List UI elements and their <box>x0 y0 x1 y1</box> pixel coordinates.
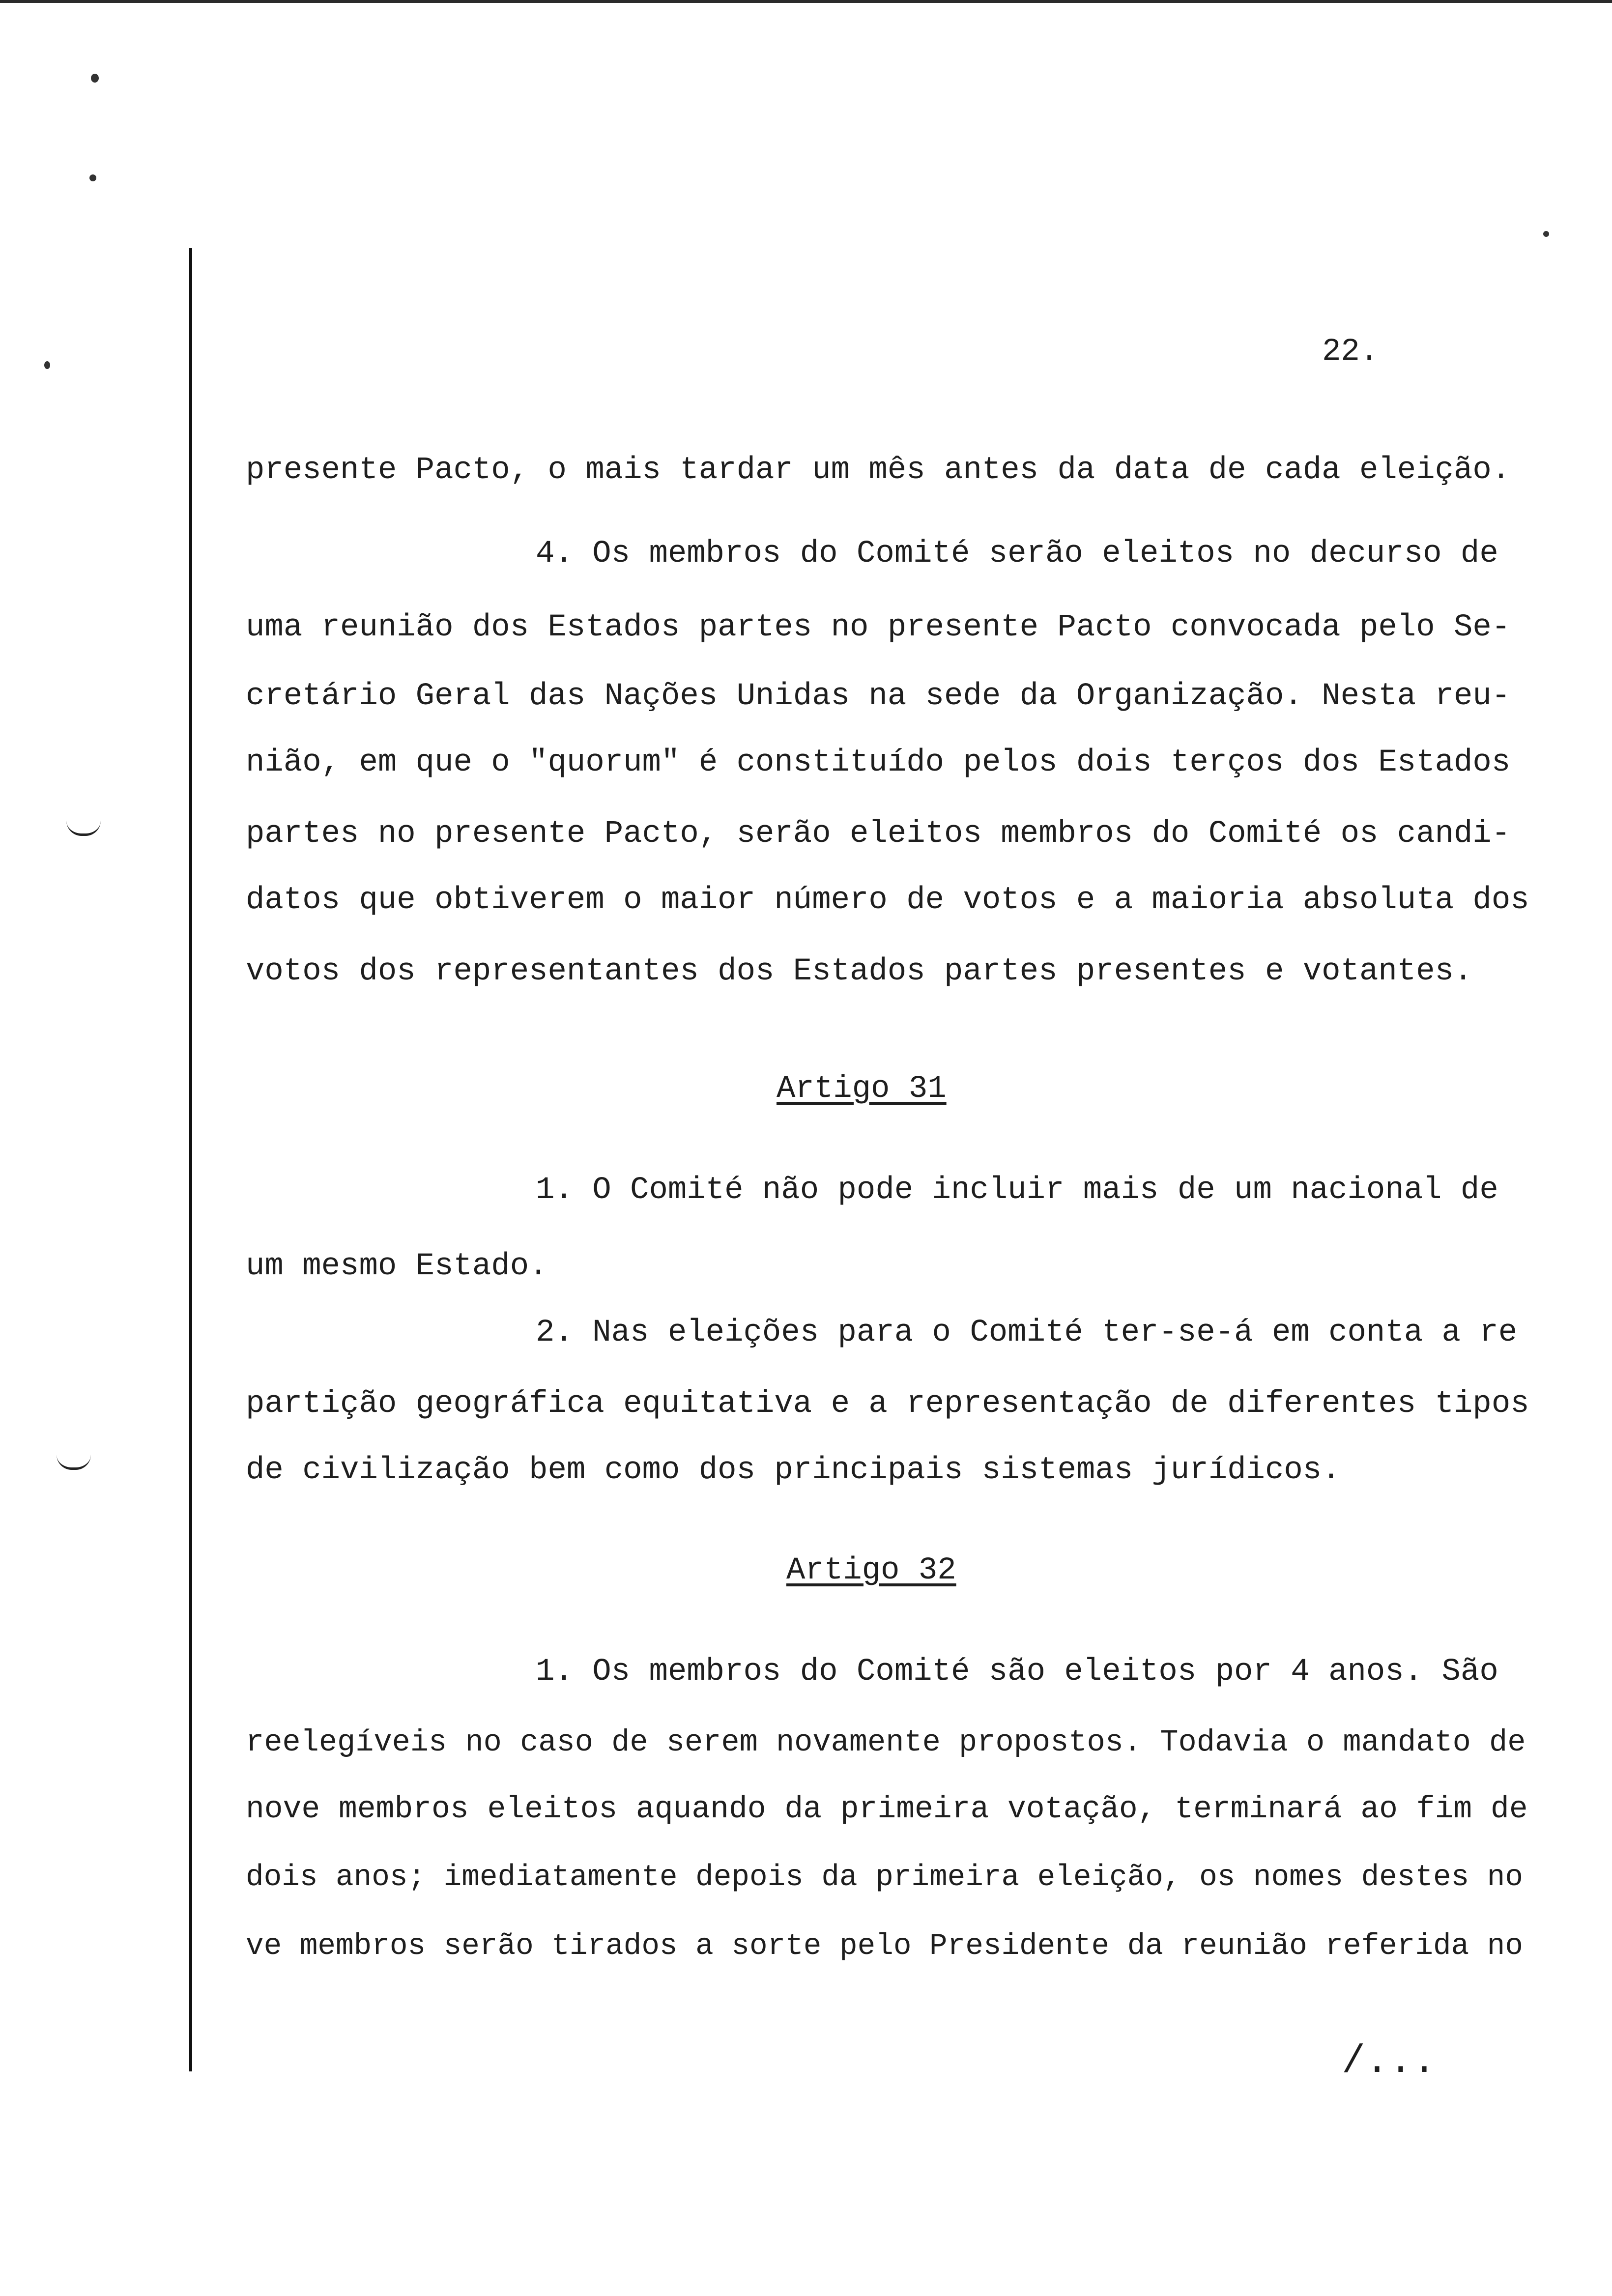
scan-speck <box>89 174 96 181</box>
text-line: 4. Os membros do Comité serão eleitos no decurso de <box>536 536 1498 572</box>
article-32-heading: Artigo 32 <box>786 1553 956 1588</box>
margin-mark <box>57 1455 91 1470</box>
text-line: 1. Os membros do Comité são eleitos por 4 anos. São <box>536 1654 1498 1690</box>
text-line: partes no presente Pacto, serão eleitos membros do Comité os candi- <box>246 816 1511 852</box>
page-number: 22. <box>1322 334 1379 370</box>
text-line: uma reunião dos Estados partes no presente Pacto convocada pelo Se- <box>246 610 1511 645</box>
article-31-heading: Artigo 31 <box>777 1071 947 1107</box>
text-line: datos que obtiverem o maior número de votos e a maioria absoluta dos <box>246 883 1529 918</box>
text-line: reelegíveis no caso de serem novamente propostos. Todavia o mandato de <box>246 1725 1526 1760</box>
text-line: cretário Geral das Nações Unidas na sede da Organização. Nesta reu- <box>246 679 1511 714</box>
text-line: nião, em que o "quorum" é constituído pelos dois terços dos Estados <box>246 745 1511 780</box>
page-top-edge <box>0 0 1612 3</box>
text-line: 1. O Comité não pode incluir mais de um nacional de <box>536 1173 1498 1208</box>
text-line: de civilização bem como dos principais sistemas jurídicos. <box>246 1453 1341 1488</box>
text-line: 2. Nas eleições para o Comité ter-se-á em conta a re <box>536 1315 1518 1350</box>
text-line: dois anos; imediatamente depois da primeira eleição, os nomes destes no <box>246 1861 1524 1894</box>
continuation-mark: /... <box>1342 2039 1437 2084</box>
margin-rule <box>189 248 192 2071</box>
text-line: votos dos representantes dos Estados partes presentes e votantes. <box>246 954 1473 989</box>
text-line: presente Pacto, o mais tardar um mês antes da data de cada eleição. <box>246 453 1511 488</box>
scan-speck <box>1543 231 1549 237</box>
text-line: partição geográfica equitativa e a representação de diferentes tipos <box>246 1386 1529 1422</box>
margin-mark <box>66 821 101 836</box>
text-line: ve membros serão tirados a sorte pelo Presidente da reunião referida no <box>246 1929 1524 1963</box>
scan-speck <box>91 74 99 83</box>
scan-speck <box>44 361 50 369</box>
text-line: nove membros eleitos aquando da primeira votação, terminará ao fim de <box>246 1792 1528 1827</box>
text-line: um mesmo Estado. <box>246 1249 548 1284</box>
